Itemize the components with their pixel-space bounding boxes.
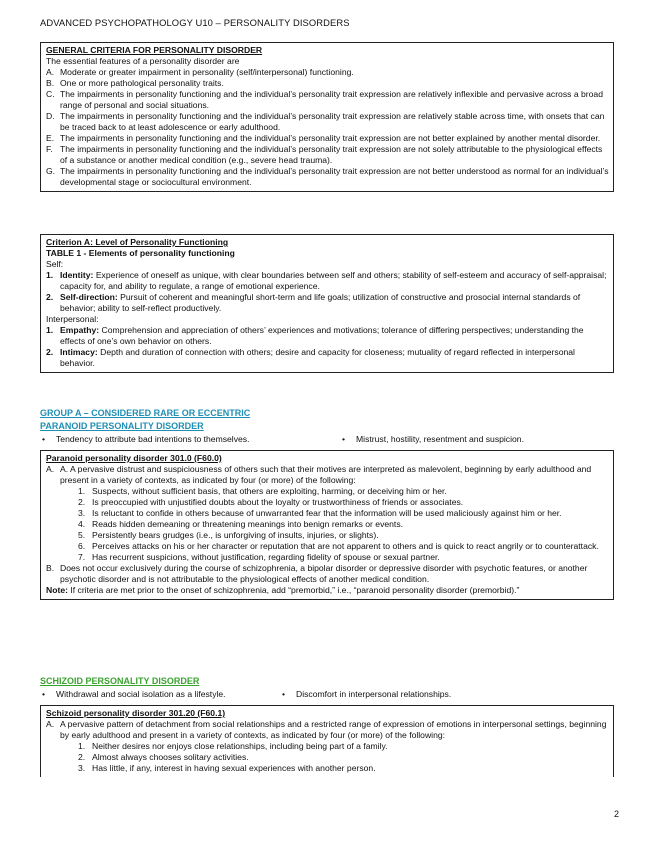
paranoid-criteria-box: [40, 450, 614, 600]
list-item: 3. Has little, if any, interest in having sexual experiences with another person.: [78, 763, 376, 773]
list-item: 7. Has recurrent suspicions, without justification, regarding fidelity of spouse or sexual partner.: [78, 552, 440, 562]
list-item: 2. Almost always chooses solitary activities.: [78, 752, 249, 762]
schizoid-criteria-list: [46, 741, 609, 774]
criterion-a-title: Criterion A: Level of Personality Functioning: [46, 237, 229, 247]
list-item: B. One or more pathological personality traits.: [46, 78, 224, 88]
list-item: 1. Neither desires nor enjoys close relationships, including being part of a family.: [78, 741, 388, 751]
list-item: C. The impairments in personality functioning and the individual’s personality trait expression are relatively inflexible and pervasive across a broad range of personal and social situations.: [46, 89, 603, 110]
list-item: 2. Intimacy: Depth and duration of connection with others; desire and capacity for closeness; mutuality of regard reflected in interpersonal behavior.: [46, 347, 575, 368]
paranoid-box-title: Paranoid personality disorder 301.0 (F60.0): [46, 453, 222, 463]
group-a-heading: GROUP A – CONSIDERED RARE OR ECCENTRIC: [40, 408, 251, 418]
schizoid-criteria-box: [40, 705, 614, 777]
list-item: G. The impairments in personality functioning and the individual’s personality trait expression are not better understood as normal for an individual’s developmental stage or sociocultural environment.: [46, 166, 609, 187]
criterion-a: A. A. A pervasive distrust and suspiciousness of others such that their motives are interpreted as malevolent, beginning by early adulthood and present in a variety of contexts, as indicated by four (or more) of the following:: [46, 464, 592, 485]
page-number: 2: [613, 809, 619, 819]
criterion-a-box: [40, 234, 614, 373]
paranoid-note: Note: If criteria are met prior to the onset of schizophrenia, add “premorbid,” i.e., “paranoid personality disorder (premorbid).”: [46, 585, 520, 595]
list-item: 6. Perceives attacks on his or her character or reputation that are not apparent to others and is quick to react angrily or to counterattack.: [78, 541, 599, 551]
list-item: 4. Reads hidden demeaning or threatening meanings into benign remarks or events.: [78, 519, 403, 529]
schizoid-heading: SCHIZOID PERSONALITY DISORDER: [40, 676, 200, 686]
criterion-a: A. A pervasive pattern of detachment from social relationships and a restricted range of expression of emotions in interpersonal settings, beginning by early adulthood and present in a variety of contexts, as indicated by four (or more) of the following:: [46, 719, 607, 740]
general-criteria-list: [46, 67, 609, 188]
list-item: 2. Self-direction: Pursuit of coherent and meaningful short-term and life goals; utilization of constructive and prosocial internal standards of behavior; ability to self-reflect productively.: [46, 292, 581, 313]
list-item: 2. Is preoccupied with unjustified doubts about the loyalty or trustworthiness of friends or associates.: [78, 497, 464, 507]
list-item: • Tendency to attribute bad intentions to themselves.: [42, 434, 250, 444]
paranoid-bullets: [40, 434, 614, 445]
list-item: A. Moderate or greater impairment in personality (self/interpersonal) functioning.: [46, 67, 354, 77]
general-criteria-intro: The essential features of a personality disorder are: [46, 56, 240, 66]
list-item: F. The impairments in personality functioning and the individual’s personality trait expression are not solely attributable to the physiological effects of a substance or another medical condition (e.g., severe head trauma).: [46, 144, 603, 165]
criterion-b: B. Does not occur exclusively during the course of schizophrenia, a bipolar disorder or depressive disorder with psychotic features, or another psychotic disorder and is not attributable to the physiological effects of another medical condition.: [46, 563, 588, 584]
schizoid-bullets: [40, 689, 614, 700]
list-item: E. The impairments in personality functioning and the individual’s personality trait expression are not better explained by another mental disorder.: [46, 133, 601, 143]
self-label: Self:: [46, 259, 64, 269]
list-item: 3. Is reluctant to confide in others because of unwarranted fear that the information will be used maliciously against him or her.: [78, 508, 562, 518]
schizoid-box-title: Schizoid personality disorder 301.20 (F60.1): [46, 708, 226, 718]
list-item: • Withdrawal and social isolation as a lifestyle.: [42, 689, 226, 699]
list-item: 1. Empathy: Comprehension and appreciation of others’ experiences and motivations; tolerance of differing perspectives; understanding the effects of one’s own behavior on others.: [46, 325, 584, 346]
list-item: • Discomfort in interpersonal relationships.: [282, 689, 452, 699]
interpersonal-label: Interpersonal:: [46, 314, 99, 324]
list-item: • Mistrust, hostility, resentment and suspicion.: [342, 434, 524, 444]
general-criteria-box: [40, 42, 614, 192]
page-header: ADVANCED PSYCHOPATHOLOGY U10 – PERSONALITY DISORDERS: [40, 17, 350, 28]
table-title: TABLE 1 - Elements of personality functioning: [46, 248, 235, 258]
list-item: 1. Identity: Experience of oneself as unique, with clear boundaries between self and others; stability of self-esteem and accuracy of self-appraisal; capacity for, and ability to regulate, a range of emotional experience.: [46, 270, 607, 291]
general-criteria-title: GENERAL CRITERIA FOR PERSONALITY DISORDER: [46, 45, 263, 55]
paranoid-heading: PARANOID PERSONALITY DISORDER: [40, 421, 204, 431]
list-item: D. The impairments in personality functioning and the individual’s personality trait expression are relatively stable across time, with onsets that can be traced back to at least adolescence or early adulthood.: [46, 111, 605, 132]
list-item: 5. Persistently bears grudges (i.e., is unforgiving of insults, injuries, or slights).: [78, 530, 379, 540]
list-item: 1. Suspects, without sufficient basis, that others are exploiting, harming, or deceiving him or her.: [78, 486, 447, 496]
paranoid-criteria-list: [46, 486, 609, 563]
